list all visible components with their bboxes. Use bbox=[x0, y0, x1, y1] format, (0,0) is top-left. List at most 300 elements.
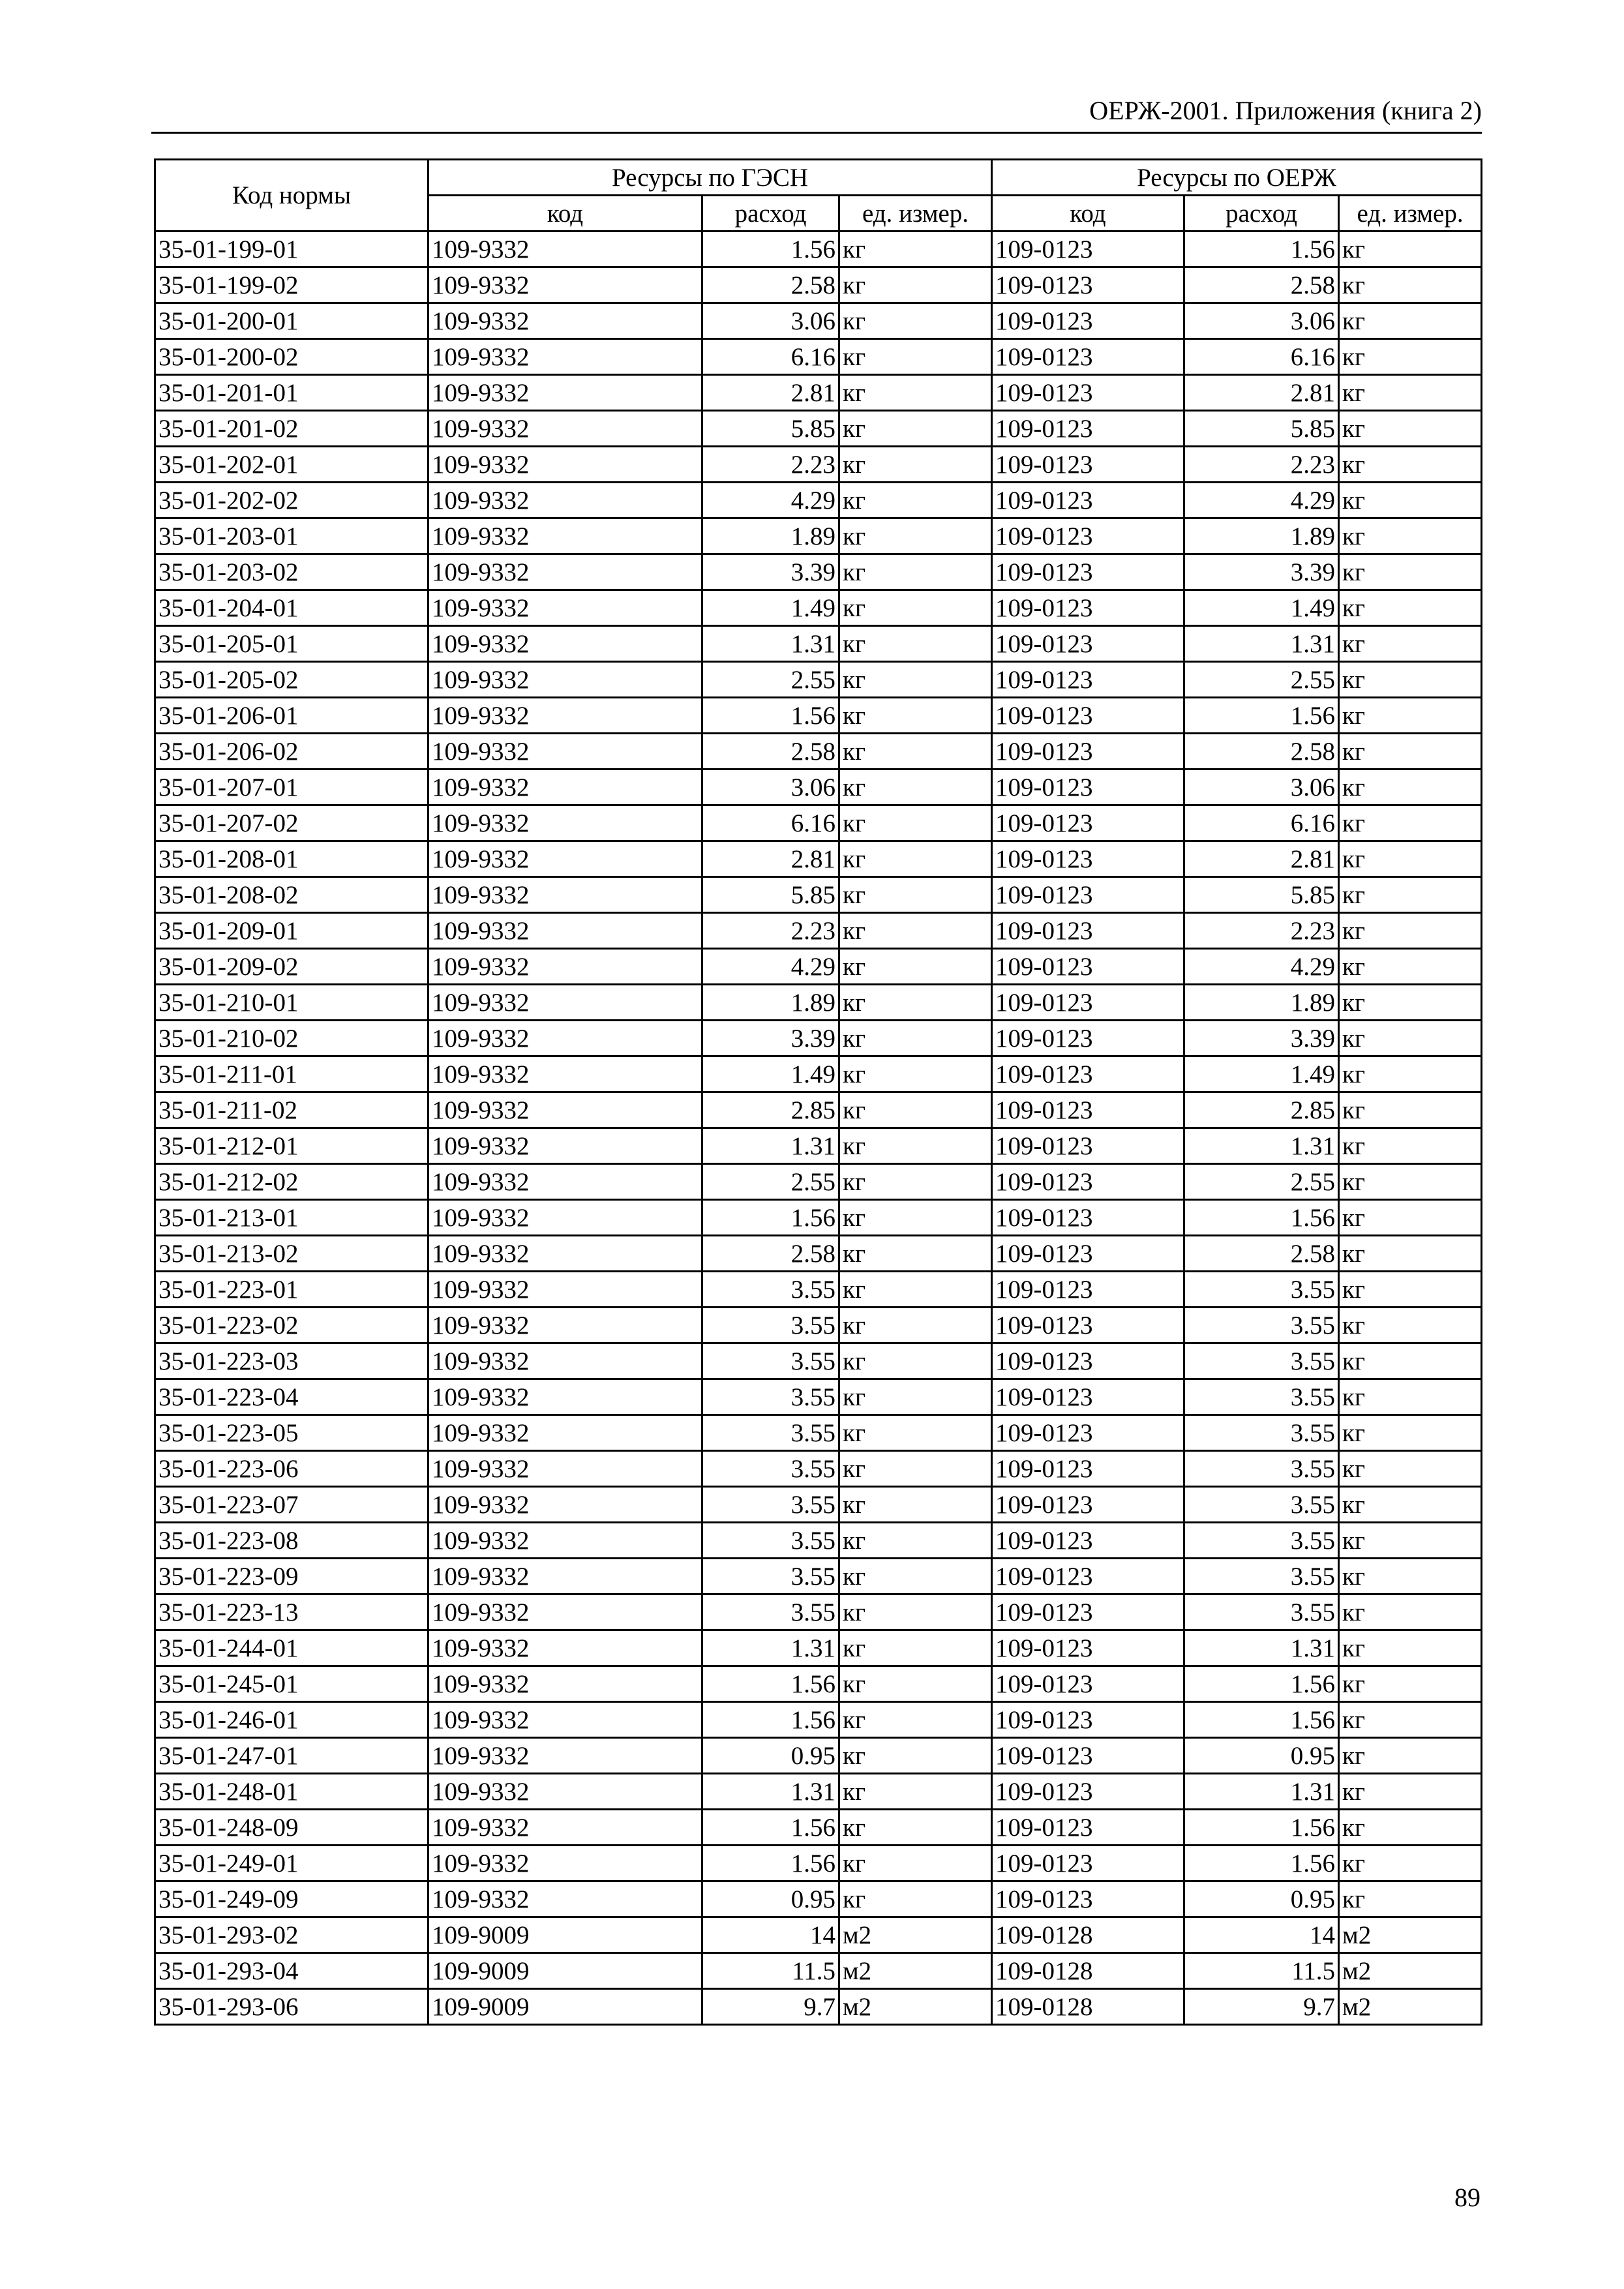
table-row bbox=[155, 375, 1482, 411]
oerzh-code-cell: 109-0123 bbox=[992, 554, 1184, 590]
gesn-unit-cell: кг bbox=[839, 518, 992, 554]
table-row bbox=[155, 1056, 1482, 1092]
gesn-unit-cell: кг bbox=[839, 447, 992, 483]
oerzh-code-cell: 109-0123 bbox=[992, 1559, 1184, 1594]
oerzh-code-cell: 109-0123 bbox=[992, 1415, 1184, 1451]
oerzh-consumption-cell: 1.31 bbox=[1184, 1774, 1339, 1810]
table-row bbox=[155, 1630, 1482, 1666]
oerzh-unit-cell: кг bbox=[1339, 1415, 1482, 1451]
table-container bbox=[154, 158, 1481, 2026]
table-row bbox=[155, 1343, 1482, 1379]
gesn-unit-cell: кг bbox=[839, 1702, 992, 1738]
oerzh-code-cell: 109-0123 bbox=[992, 1738, 1184, 1774]
gesn-consumption-cell: 3.55 bbox=[702, 1308, 839, 1343]
oerzh-consumption-cell: 3.06 bbox=[1184, 770, 1339, 805]
gesn-consumption-cell: 1.56 bbox=[702, 1666, 839, 1702]
gesn-code-cell: 109-9332 bbox=[429, 1056, 702, 1092]
oerzh-code-cell: 109-0123 bbox=[992, 877, 1184, 913]
oerzh-consumption-cell: 4.29 bbox=[1184, 949, 1339, 985]
gesn-unit-cell: кг bbox=[839, 411, 992, 447]
oerzh-consumption-cell: 11.5 bbox=[1184, 1953, 1339, 1989]
table-row bbox=[155, 1164, 1482, 1200]
norm-code-cell: 35-01-211-01 bbox=[155, 1056, 429, 1092]
oerzh-consumption-cell: 2.23 bbox=[1184, 447, 1339, 483]
gesn-unit-cell: кг bbox=[839, 232, 992, 267]
oerzh-consumption-cell: 2.58 bbox=[1184, 734, 1339, 770]
gesn-consumption-cell: 4.29 bbox=[702, 949, 839, 985]
header-norm-code: Код нормы bbox=[155, 160, 429, 232]
oerzh-consumption-cell: 2.85 bbox=[1184, 1092, 1339, 1128]
gesn-code-cell: 109-9332 bbox=[429, 877, 702, 913]
oerzh-consumption-cell: 2.23 bbox=[1184, 913, 1339, 949]
norm-code-cell: 35-01-244-01 bbox=[155, 1630, 429, 1666]
oerzh-consumption-cell: 3.55 bbox=[1184, 1272, 1339, 1308]
gesn-code-cell: 109-9009 bbox=[429, 1917, 702, 1953]
gesn-consumption-cell: 6.16 bbox=[702, 339, 839, 375]
oerzh-unit-cell: кг bbox=[1339, 411, 1482, 447]
oerzh-unit-cell: кг bbox=[1339, 1236, 1482, 1272]
header-oerzh-code: код bbox=[992, 196, 1184, 232]
gesn-consumption-cell: 3.39 bbox=[702, 1021, 839, 1056]
gesn-unit-cell: кг bbox=[839, 1774, 992, 1810]
gesn-consumption-cell: 3.55 bbox=[702, 1415, 839, 1451]
oerzh-code-cell: 109-0123 bbox=[992, 734, 1184, 770]
oerzh-unit-cell: кг bbox=[1339, 1559, 1482, 1594]
oerzh-unit-cell: кг bbox=[1339, 1881, 1482, 1917]
gesn-code-cell: 109-9332 bbox=[429, 375, 702, 411]
table-row bbox=[155, 734, 1482, 770]
oerzh-unit-cell: кг bbox=[1339, 267, 1482, 303]
norm-code-cell: 35-01-201-01 bbox=[155, 375, 429, 411]
oerzh-consumption-cell: 2.55 bbox=[1184, 1164, 1339, 1200]
gesn-code-cell: 109-9332 bbox=[429, 1451, 702, 1487]
page-number: 89 bbox=[1454, 2183, 1481, 2212]
gesn-unit-cell: кг bbox=[839, 1594, 992, 1630]
oerzh-code-cell: 109-0123 bbox=[992, 1630, 1184, 1666]
table-row bbox=[155, 1989, 1482, 2025]
running-title: ОЕРЖ-2001. Приложения (книга 2) bbox=[1089, 96, 1482, 125]
header-oerzh-unit: ед. измер. bbox=[1339, 196, 1482, 232]
oerzh-unit-cell: кг bbox=[1339, 1487, 1482, 1523]
oerzh-unit-cell: кг bbox=[1339, 949, 1482, 985]
table-row bbox=[155, 698, 1482, 734]
oerzh-consumption-cell: 0.95 bbox=[1184, 1881, 1339, 1917]
gesn-unit-cell: кг bbox=[839, 1487, 992, 1523]
table-row bbox=[155, 1272, 1482, 1308]
gesn-consumption-cell: 1.31 bbox=[702, 1774, 839, 1810]
gesn-unit-cell: кг bbox=[839, 1846, 992, 1881]
table-row bbox=[155, 1917, 1482, 1953]
gesn-unit-cell: кг bbox=[839, 1379, 992, 1415]
norm-code-cell: 35-01-208-02 bbox=[155, 877, 429, 913]
oerzh-unit-cell: кг bbox=[1339, 447, 1482, 483]
header-gesn-unit: ед. измер. bbox=[839, 196, 992, 232]
oerzh-consumption-cell: 1.31 bbox=[1184, 626, 1339, 662]
oerzh-consumption-cell: 9.7 bbox=[1184, 1989, 1339, 2025]
oerzh-consumption-cell: 1.56 bbox=[1184, 232, 1339, 267]
gesn-code-cell: 109-9332 bbox=[429, 1415, 702, 1451]
oerzh-code-cell: 109-0123 bbox=[992, 1594, 1184, 1630]
norm-code-cell: 35-01-223-03 bbox=[155, 1343, 429, 1379]
table-row bbox=[155, 770, 1482, 805]
gesn-consumption-cell: 2.85 bbox=[702, 1092, 839, 1128]
table-row bbox=[155, 913, 1482, 949]
oerzh-code-cell: 109-0123 bbox=[992, 1092, 1184, 1128]
table-row bbox=[155, 1774, 1482, 1810]
oerzh-code-cell: 109-0123 bbox=[992, 1379, 1184, 1415]
oerzh-unit-cell: кг bbox=[1339, 698, 1482, 734]
norm-code-cell: 35-01-248-09 bbox=[155, 1810, 429, 1846]
oerzh-unit-cell: кг bbox=[1339, 339, 1482, 375]
gesn-unit-cell: кг bbox=[839, 1272, 992, 1308]
table-row bbox=[155, 1953, 1482, 1989]
oerzh-code-cell: 109-0128 bbox=[992, 1917, 1184, 1953]
oerzh-code-cell: 109-0123 bbox=[992, 1774, 1184, 1810]
gesn-consumption-cell: 1.56 bbox=[702, 1846, 839, 1881]
oerzh-consumption-cell: 3.55 bbox=[1184, 1487, 1339, 1523]
table-row bbox=[155, 554, 1482, 590]
gesn-code-cell: 109-9332 bbox=[429, 1774, 702, 1810]
gesn-code-cell: 109-9332 bbox=[429, 1487, 702, 1523]
oerzh-consumption-cell: 1.89 bbox=[1184, 985, 1339, 1021]
gesn-code-cell: 109-9332 bbox=[429, 1021, 702, 1056]
norm-code-cell: 35-01-293-02 bbox=[155, 1917, 429, 1953]
table-row bbox=[155, 1200, 1482, 1236]
table-row bbox=[155, 1451, 1482, 1487]
gesn-code-cell: 109-9332 bbox=[429, 805, 702, 841]
page-header bbox=[151, 98, 1482, 134]
oerzh-unit-cell: кг bbox=[1339, 734, 1482, 770]
oerzh-code-cell: 109-0123 bbox=[992, 1846, 1184, 1881]
oerzh-unit-cell: кг bbox=[1339, 1451, 1482, 1487]
table-row bbox=[155, 1738, 1482, 1774]
gesn-unit-cell: кг bbox=[839, 949, 992, 985]
gesn-code-cell: 109-9332 bbox=[429, 232, 702, 267]
oerzh-code-cell: 109-0123 bbox=[992, 1343, 1184, 1379]
gesn-consumption-cell: 1.31 bbox=[702, 626, 839, 662]
table-row bbox=[155, 1810, 1482, 1846]
oerzh-consumption-cell: 3.55 bbox=[1184, 1523, 1339, 1559]
oerzh-code-cell: 109-0123 bbox=[992, 1128, 1184, 1164]
oerzh-consumption-cell: 5.85 bbox=[1184, 877, 1339, 913]
oerzh-consumption-cell: 1.31 bbox=[1184, 1128, 1339, 1164]
oerzh-code-cell: 109-0123 bbox=[992, 590, 1184, 626]
gesn-code-cell: 109-9332 bbox=[429, 1343, 702, 1379]
gesn-consumption-cell: 5.85 bbox=[702, 877, 839, 913]
gesn-code-cell: 109-9332 bbox=[429, 1200, 702, 1236]
table-row bbox=[155, 1487, 1482, 1523]
oerzh-consumption-cell: 2.81 bbox=[1184, 841, 1339, 877]
table-row bbox=[155, 1092, 1482, 1128]
norm-code-cell: 35-01-206-01 bbox=[155, 698, 429, 734]
norm-code-cell: 35-01-223-07 bbox=[155, 1487, 429, 1523]
gesn-consumption-cell: 2.58 bbox=[702, 1236, 839, 1272]
gesn-consumption-cell: 6.16 bbox=[702, 805, 839, 841]
oerzh-code-cell: 109-0123 bbox=[992, 1451, 1184, 1487]
gesn-consumption-cell: 1.56 bbox=[702, 232, 839, 267]
oerzh-consumption-cell: 2.55 bbox=[1184, 662, 1339, 698]
oerzh-code-cell: 109-0123 bbox=[992, 447, 1184, 483]
gesn-code-cell: 109-9332 bbox=[429, 554, 702, 590]
gesn-consumption-cell: 2.55 bbox=[702, 1164, 839, 1200]
oerzh-unit-cell: кг bbox=[1339, 1846, 1482, 1881]
norm-code-cell: 35-01-249-09 bbox=[155, 1881, 429, 1917]
norm-code-cell: 35-01-248-01 bbox=[155, 1774, 429, 1810]
oerzh-unit-cell: кг bbox=[1339, 483, 1482, 518]
oerzh-unit-cell: кг bbox=[1339, 1092, 1482, 1128]
table-row bbox=[155, 1523, 1482, 1559]
gesn-code-cell: 109-9332 bbox=[429, 1523, 702, 1559]
norm-code-cell: 35-01-210-02 bbox=[155, 1021, 429, 1056]
norm-code-cell: 35-01-199-02 bbox=[155, 267, 429, 303]
header-gesn-resources: Ресурсы по ГЭСН bbox=[429, 160, 992, 196]
gesn-unit-cell: кг bbox=[839, 1092, 992, 1128]
oerzh-unit-cell: кг bbox=[1339, 303, 1482, 339]
table-row bbox=[155, 1415, 1482, 1451]
oerzh-consumption-cell: 4.29 bbox=[1184, 483, 1339, 518]
oerzh-unit-cell: кг bbox=[1339, 1164, 1482, 1200]
gesn-consumption-cell: 0.95 bbox=[702, 1881, 839, 1917]
gesn-code-cell: 109-9332 bbox=[429, 1164, 702, 1200]
gesn-consumption-cell: 11.5 bbox=[702, 1953, 839, 1989]
oerzh-code-cell: 109-0123 bbox=[992, 1056, 1184, 1092]
gesn-consumption-cell: 3.55 bbox=[702, 1272, 839, 1308]
table-row bbox=[155, 483, 1482, 518]
table-row bbox=[155, 1379, 1482, 1415]
resources-table bbox=[154, 158, 1482, 2026]
oerzh-code-cell: 109-0123 bbox=[992, 1272, 1184, 1308]
gesn-unit-cell: кг bbox=[839, 1559, 992, 1594]
norm-code-cell: 35-01-212-02 bbox=[155, 1164, 429, 1200]
oerzh-code-cell: 109-0123 bbox=[992, 303, 1184, 339]
gesn-consumption-cell: 2.55 bbox=[702, 662, 839, 698]
oerzh-code-cell: 109-0128 bbox=[992, 1953, 1184, 1989]
oerzh-consumption-cell: 3.55 bbox=[1184, 1379, 1339, 1415]
table-row bbox=[155, 1236, 1482, 1272]
oerzh-code-cell: 109-0123 bbox=[992, 662, 1184, 698]
gesn-consumption-cell: 3.55 bbox=[702, 1594, 839, 1630]
norm-code-cell: 35-01-247-01 bbox=[155, 1738, 429, 1774]
table-row bbox=[155, 303, 1482, 339]
oerzh-consumption-cell: 3.55 bbox=[1184, 1594, 1339, 1630]
gesn-consumption-cell: 3.55 bbox=[702, 1343, 839, 1379]
norm-code-cell: 35-01-208-01 bbox=[155, 841, 429, 877]
gesn-code-cell: 109-9332 bbox=[429, 1594, 702, 1630]
oerzh-code-cell: 109-0123 bbox=[992, 1523, 1184, 1559]
oerzh-unit-cell: кг bbox=[1339, 1056, 1482, 1092]
oerzh-consumption-cell: 1.89 bbox=[1184, 518, 1339, 554]
oerzh-consumption-cell: 3.06 bbox=[1184, 303, 1339, 339]
gesn-code-cell: 109-9332 bbox=[429, 1702, 702, 1738]
gesn-consumption-cell: 4.29 bbox=[702, 483, 839, 518]
table-row bbox=[155, 339, 1482, 375]
oerzh-unit-cell: кг bbox=[1339, 877, 1482, 913]
norm-code-cell: 35-01-207-01 bbox=[155, 770, 429, 805]
norm-code-cell: 35-01-207-02 bbox=[155, 805, 429, 841]
gesn-code-cell: 109-9332 bbox=[429, 734, 702, 770]
gesn-consumption-cell: 3.55 bbox=[702, 1451, 839, 1487]
gesn-code-cell: 109-9332 bbox=[429, 303, 702, 339]
gesn-code-cell: 109-9332 bbox=[429, 1559, 702, 1594]
norm-code-cell: 35-01-293-06 bbox=[155, 1989, 429, 2025]
gesn-code-cell: 109-9332 bbox=[429, 1092, 702, 1128]
gesn-unit-cell: кг bbox=[839, 1308, 992, 1343]
gesn-code-cell: 109-9332 bbox=[429, 1666, 702, 1702]
oerzh-consumption-cell: 3.55 bbox=[1184, 1451, 1339, 1487]
header-row-groups bbox=[155, 160, 1482, 196]
norm-code-cell: 35-01-223-13 bbox=[155, 1594, 429, 1630]
gesn-unit-cell: кг bbox=[839, 1810, 992, 1846]
gesn-consumption-cell: 3.55 bbox=[702, 1523, 839, 1559]
oerzh-code-cell: 109-0123 bbox=[992, 1810, 1184, 1846]
oerzh-consumption-cell: 1.56 bbox=[1184, 1846, 1339, 1881]
norm-code-cell: 35-01-213-01 bbox=[155, 1200, 429, 1236]
norm-code-cell: 35-01-245-01 bbox=[155, 1666, 429, 1702]
oerzh-consumption-cell: 14 bbox=[1184, 1917, 1339, 1953]
norm-code-cell: 35-01-223-06 bbox=[155, 1451, 429, 1487]
oerzh-code-cell: 109-0123 bbox=[992, 949, 1184, 985]
oerzh-consumption-cell: 1.49 bbox=[1184, 590, 1339, 626]
oerzh-unit-cell: кг bbox=[1339, 662, 1482, 698]
table-row bbox=[155, 232, 1482, 267]
gesn-consumption-cell: 1.31 bbox=[702, 1128, 839, 1164]
gesn-consumption-cell: 3.55 bbox=[702, 1379, 839, 1415]
gesn-code-cell: 109-9332 bbox=[429, 841, 702, 877]
gesn-code-cell: 109-9332 bbox=[429, 1630, 702, 1666]
table-row bbox=[155, 1846, 1482, 1881]
gesn-unit-cell: кг bbox=[839, 698, 992, 734]
oerzh-consumption-cell: 6.16 bbox=[1184, 339, 1339, 375]
gesn-unit-cell: кг bbox=[839, 1630, 992, 1666]
oerzh-code-cell: 109-0128 bbox=[992, 1989, 1184, 2025]
gesn-consumption-cell: 1.56 bbox=[702, 1810, 839, 1846]
norm-code-cell: 35-01-205-02 bbox=[155, 662, 429, 698]
norm-code-cell: 35-01-204-01 bbox=[155, 590, 429, 626]
gesn-code-cell: 109-9332 bbox=[429, 483, 702, 518]
table-row bbox=[155, 518, 1482, 554]
table-row bbox=[155, 1594, 1482, 1630]
gesn-consumption-cell: 3.06 bbox=[702, 303, 839, 339]
gesn-code-cell: 109-9332 bbox=[429, 1881, 702, 1917]
norm-code-cell: 35-01-223-04 bbox=[155, 1379, 429, 1415]
oerzh-unit-cell: кг bbox=[1339, 1523, 1482, 1559]
gesn-consumption-cell: 1.56 bbox=[702, 1702, 839, 1738]
gesn-unit-cell: кг bbox=[839, 1021, 992, 1056]
table-body bbox=[155, 232, 1482, 2025]
oerzh-unit-cell: кг bbox=[1339, 1128, 1482, 1164]
oerzh-consumption-cell: 1.56 bbox=[1184, 1702, 1339, 1738]
oerzh-code-cell: 109-0123 bbox=[992, 1200, 1184, 1236]
oerzh-code-cell: 109-0123 bbox=[992, 805, 1184, 841]
oerzh-consumption-cell: 1.56 bbox=[1184, 1810, 1339, 1846]
oerzh-consumption-cell: 1.56 bbox=[1184, 1200, 1339, 1236]
gesn-consumption-cell: 5.85 bbox=[702, 411, 839, 447]
oerzh-consumption-cell: 3.55 bbox=[1184, 1343, 1339, 1379]
oerzh-consumption-cell: 3.55 bbox=[1184, 1308, 1339, 1343]
gesn-unit-cell: кг bbox=[839, 1666, 992, 1702]
gesn-unit-cell: м2 bbox=[839, 1989, 992, 2025]
table-row bbox=[155, 590, 1482, 626]
gesn-unit-cell: м2 bbox=[839, 1917, 992, 1953]
norm-code-cell: 35-01-203-02 bbox=[155, 554, 429, 590]
gesn-unit-cell: кг bbox=[839, 1200, 992, 1236]
oerzh-unit-cell: кг bbox=[1339, 1021, 1482, 1056]
oerzh-unit-cell: кг bbox=[1339, 1774, 1482, 1810]
gesn-code-cell: 109-9332 bbox=[429, 411, 702, 447]
norm-code-cell: 35-01-223-01 bbox=[155, 1272, 429, 1308]
oerzh-consumption-cell: 6.16 bbox=[1184, 805, 1339, 841]
oerzh-unit-cell: кг bbox=[1339, 1702, 1482, 1738]
gesn-unit-cell: кг bbox=[839, 985, 992, 1021]
norm-code-cell: 35-01-201-02 bbox=[155, 411, 429, 447]
gesn-consumption-cell: 1.56 bbox=[702, 698, 839, 734]
gesn-unit-cell: кг bbox=[839, 626, 992, 662]
gesn-consumption-cell: 2.81 bbox=[702, 841, 839, 877]
oerzh-code-cell: 109-0123 bbox=[992, 232, 1184, 267]
table-row bbox=[155, 662, 1482, 698]
oerzh-unit-cell: кг bbox=[1339, 1272, 1482, 1308]
oerzh-unit-cell: м2 bbox=[1339, 1917, 1482, 1953]
gesn-code-cell: 109-9332 bbox=[429, 1846, 702, 1881]
gesn-code-cell: 109-9332 bbox=[429, 626, 702, 662]
gesn-code-cell: 109-9332 bbox=[429, 339, 702, 375]
oerzh-code-cell: 109-0123 bbox=[992, 483, 1184, 518]
oerzh-code-cell: 109-0123 bbox=[992, 1164, 1184, 1200]
gesn-unit-cell: кг bbox=[839, 1128, 992, 1164]
gesn-consumption-cell: 9.7 bbox=[702, 1989, 839, 2025]
oerzh-consumption-cell: 1.56 bbox=[1184, 1666, 1339, 1702]
oerzh-code-cell: 109-0123 bbox=[992, 1308, 1184, 1343]
gesn-consumption-cell: 2.81 bbox=[702, 375, 839, 411]
gesn-consumption-cell: 2.23 bbox=[702, 447, 839, 483]
oerzh-unit-cell: кг bbox=[1339, 985, 1482, 1021]
gesn-unit-cell: кг bbox=[839, 1451, 992, 1487]
oerzh-unit-cell: кг bbox=[1339, 232, 1482, 267]
oerzh-unit-cell: кг bbox=[1339, 375, 1482, 411]
table-row bbox=[155, 949, 1482, 985]
oerzh-code-cell: 109-0123 bbox=[992, 841, 1184, 877]
gesn-unit-cell: кг bbox=[839, 1236, 992, 1272]
table-row bbox=[155, 626, 1482, 662]
norm-code-cell: 35-01-212-01 bbox=[155, 1128, 429, 1164]
oerzh-code-cell: 109-0123 bbox=[992, 1881, 1184, 1917]
oerzh-unit-cell: кг bbox=[1339, 841, 1482, 877]
norm-code-cell: 35-01-246-01 bbox=[155, 1702, 429, 1738]
table-row bbox=[155, 1128, 1482, 1164]
oerzh-unit-cell: кг bbox=[1339, 626, 1482, 662]
oerzh-code-cell: 109-0123 bbox=[992, 626, 1184, 662]
gesn-code-cell: 109-9332 bbox=[429, 267, 702, 303]
gesn-unit-cell: кг bbox=[839, 590, 992, 626]
gesn-code-cell: 109-9332 bbox=[429, 662, 702, 698]
norm-code-cell: 35-01-206-02 bbox=[155, 734, 429, 770]
gesn-unit-cell: кг bbox=[839, 877, 992, 913]
norm-code-cell: 35-01-200-02 bbox=[155, 339, 429, 375]
gesn-consumption-cell: 1.31 bbox=[702, 1630, 839, 1666]
gesn-unit-cell: кг bbox=[839, 770, 992, 805]
oerzh-code-cell: 109-0123 bbox=[992, 1021, 1184, 1056]
oerzh-code-cell: 109-0123 bbox=[992, 985, 1184, 1021]
gesn-consumption-cell: 1.49 bbox=[702, 590, 839, 626]
oerzh-unit-cell: кг bbox=[1339, 913, 1482, 949]
gesn-unit-cell: кг bbox=[839, 734, 992, 770]
header-oerzh-resources: Ресурсы по ОЕРЖ bbox=[992, 160, 1482, 196]
gesn-code-cell: 109-9332 bbox=[429, 518, 702, 554]
gesn-code-cell: 109-9332 bbox=[429, 1128, 702, 1164]
oerzh-unit-cell: кг bbox=[1339, 1200, 1482, 1236]
norm-code-cell: 35-01-211-02 bbox=[155, 1092, 429, 1128]
norm-code-cell: 35-01-203-01 bbox=[155, 518, 429, 554]
